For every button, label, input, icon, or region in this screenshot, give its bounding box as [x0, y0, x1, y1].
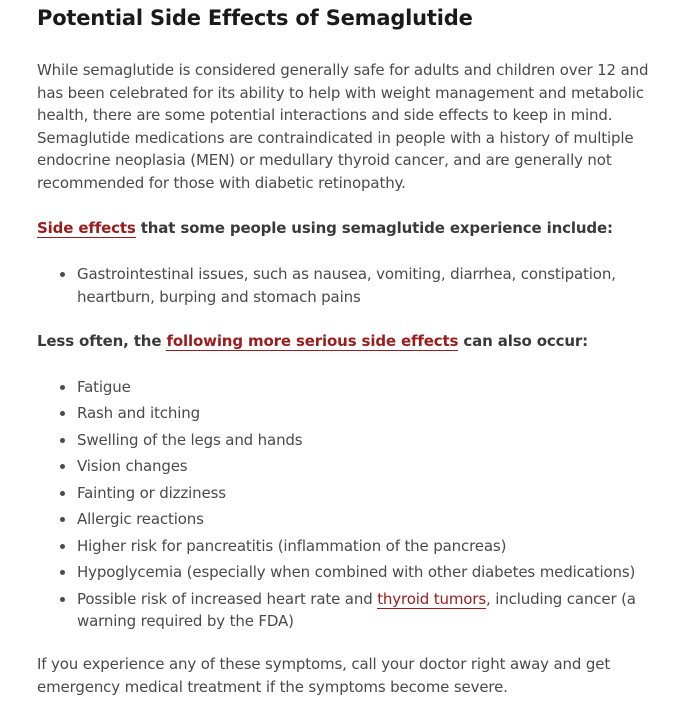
- list-item: Higher risk for pancreatitis (inflammation of the pancreas): [77, 535, 664, 558]
- list-item: Swelling of the legs and hands: [77, 429, 664, 452]
- list-item: Rash and itching: [77, 402, 664, 425]
- serious-side-effects-link[interactable]: following more serious side effects: [166, 332, 459, 351]
- list-item: Gastrointestinal issues, such as nausea, vomiting, diarrhea, constipation, heartburn, burping and stomach pains: [77, 263, 664, 308]
- intro-paragraph: While semaglutide is considered generally safe for adults and children over 12 and has been celebrated for its ability to help with weight management and metabolic health, there are some potential interactions and side effects to keep in mind. Semaglutide medications are contraindicated in people with a history of multiple endocrine neoplasia (MEN) or medullary thyroid cancer, and are generally not recommended for those with diabetic retinopathy.: [37, 61, 649, 192]
- serious-effects-lead: [37, 330, 664, 353]
- serious-side-effects-list: [37, 376, 664, 633]
- list-item: Hypoglycemia (especially when combined with other diabetes medications): [77, 561, 664, 584]
- thyroid-tumors-link[interactable]: thyroid tumors: [377, 589, 486, 608]
- list-item: Fatigue: [77, 376, 664, 399]
- side-effects-lead: [37, 217, 664, 240]
- article: [0, 5, 686, 698]
- side-effects-lead-text: that some people using semaglutide experience include:: [135, 218, 613, 237]
- serious-lead-prefix: Less often, the: [37, 332, 167, 351]
- list-item: [77, 588, 664, 633]
- closing-paragraph: If you experience any of these symptoms, call your doctor right away and get emergency medical treatment if the symptoms become severe.: [37, 655, 611, 696]
- common-side-effects-list: [37, 263, 664, 308]
- page-title: Potential Side Effects of Semaglutide: [37, 6, 473, 30]
- serious-lead-suffix: can also occur:: [458, 332, 588, 351]
- last-effect-prefix: Possible risk of increased heart rate and: [77, 589, 378, 608]
- list-item: Fainting or dizziness: [77, 482, 664, 505]
- last-effect-suffix: , including cancer (a warning required by the FDA): [77, 589, 636, 631]
- list-item: Vision changes: [77, 455, 664, 478]
- side-effects-link[interactable]: Side effects: [37, 218, 136, 237]
- list-item: Allergic reactions: [77, 508, 664, 531]
